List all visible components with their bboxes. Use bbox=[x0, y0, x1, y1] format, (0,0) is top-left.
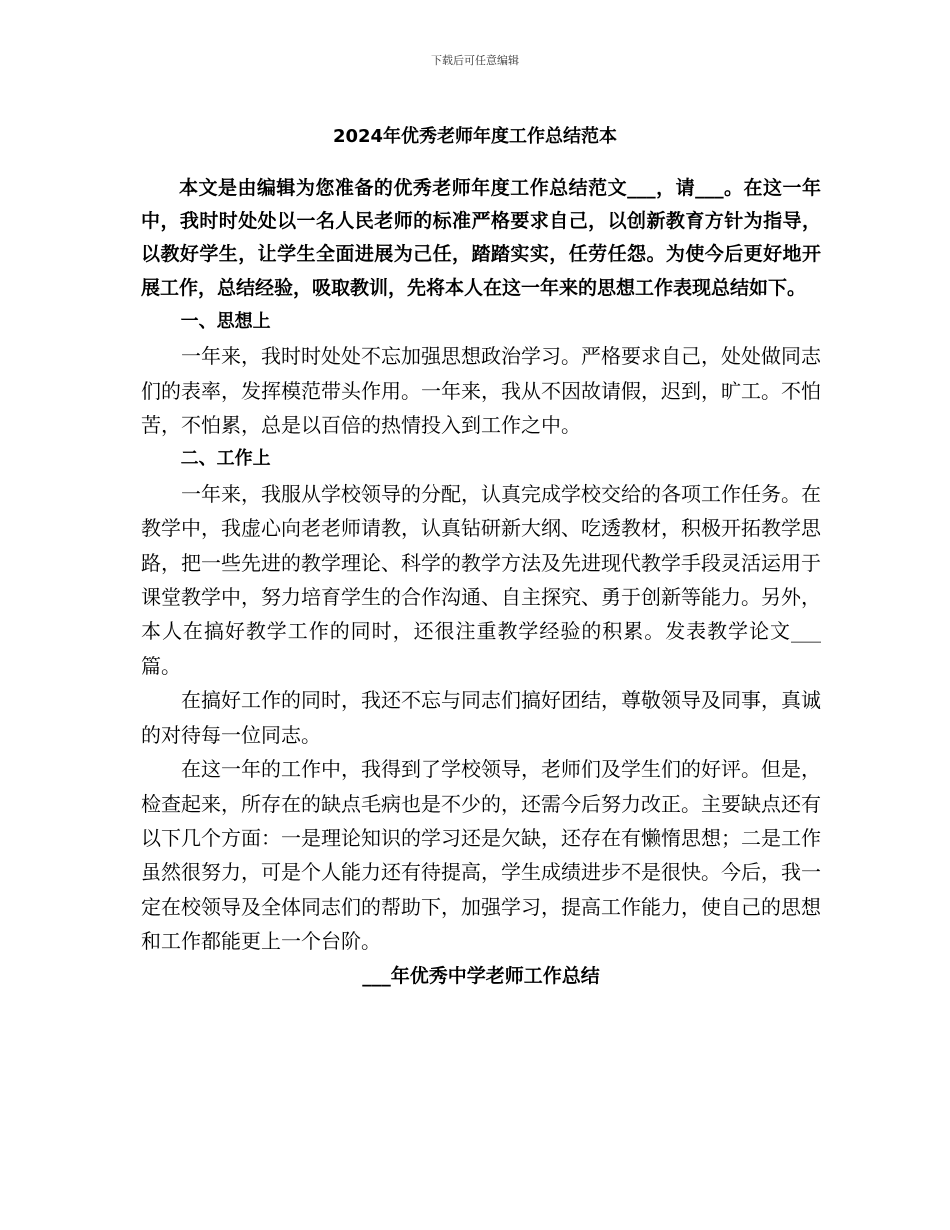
header-note: 下载后可任意编辑 bbox=[431, 54, 519, 67]
section-paragraph-thought: 一年来，我时时处处不忘加强思想政治学习。严格要求自己，处处做同志们的表率，发挥模范带头作用。一年来，我从不因故请假，迟到，旷工。不怕苦，不怕累，总是以百倍的热情投入到工作之中。 bbox=[141, 344, 821, 438]
next-article-title: ___年优秀中学老师工作总结 bbox=[362, 964, 600, 987]
intro-paragraph: 本文是由编辑为您准备的优秀老师年度工作总结范文___，请___。在这一年中，我时时处处以一名人民老师的标准严格要求自己，以创新教育方针为指导，以教好学生，让学生全面进展为己任，踏踏实实，任劳任怨。为使今后更好地开展工作，总结经验，吸取教训，先将本人在这一年来的思想工作表现总结如下。 bbox=[141, 177, 821, 299]
section-paragraph-work-1: 一年来，我服从学校领导的分配，认真完成学校交给的各项工作任务。在教学中，我虚心向老老师请教，认真钻研新大纲、吃透教材，积极开拓教学思路，把一些先进的教学理论、科学的教学方法及先进现代教学手段灵活运用于课堂教学中，努力培育学生的合作沟通、自主探究、勇于创新等能力。另外，本人在搞好教学工作的同时，还很注重教学经验的积累。发表教学论文___篇。 bbox=[141, 481, 821, 678]
section-heading-thought: 一、思想上 bbox=[180, 310, 271, 332]
section-heading-work: 二、工作上 bbox=[180, 448, 271, 470]
document-body bbox=[141, 172, 821, 993]
section-paragraph-work-3: 在这一年的工作中，我得到了学校领导，老师们及学生们的好评。但是，检查起来，所存在的缺点毛病也是不少的，还需今后努力改正。主要缺点还有以下几个方面：一是理论知识的学习还是欠缺，还存在有懒惰思想；二是工作虽然很努力，可是个人能力还有待提高，学生成绩进步不是很快。今后，我一定在校领导及全体同志们的帮助下，加强学习，提高工作能力，使自己的思想和工作都能更上一个台阶。 bbox=[141, 757, 821, 954]
section-paragraph-work-2: 在搞好工作的同时，我还不忘与同志们搞好团结，尊敬领导及同事，真诚的对待每一位同志。 bbox=[141, 688, 821, 747]
document-title: 2024年优秀老师年度工作总结范本 bbox=[332, 126, 618, 147]
